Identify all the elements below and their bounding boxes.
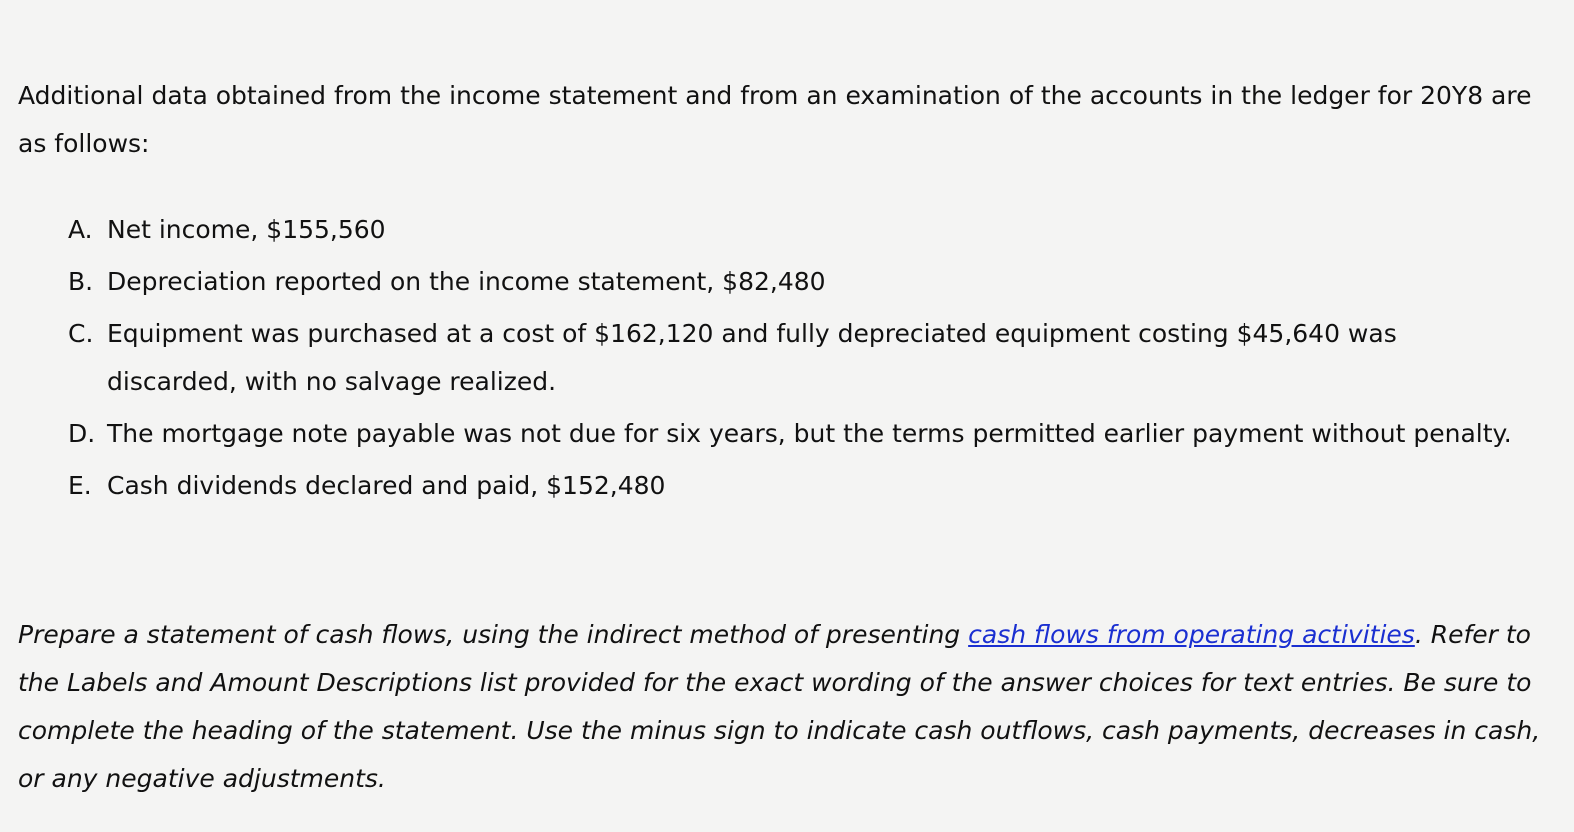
list-item (68, 258, 1528, 306)
list-item (68, 206, 1528, 254)
instruction-text-end: . Refer to the Labels and Amount Descriptions list provided for the exact wording of the answer choices for text entries. Be sure to complete the heading of the statement. Use the minus sign to indicate cash outflows, cash payments, decreases in cash, or any negative adjustments. (18, 620, 1541, 793)
list-item-text: The mortgage note payable was not due for six years, but the terms permitted earlier payment without penalty. (107, 419, 1512, 448)
instruction-paragraph (18, 611, 1554, 803)
list-marker: B. (68, 267, 94, 296)
list-item (68, 462, 1528, 510)
list-marker: D. (68, 419, 96, 448)
instruction-text-start: Prepare a statement of cash flows, using the indirect method of presenting (18, 620, 969, 649)
list-marker: C. (68, 319, 94, 348)
list-item-text: Depreciation reported on the income statement, $82,480 (107, 267, 826, 296)
list-item-text: Cash dividends declared and paid, $152,480 (107, 471, 666, 500)
operating-activities-link[interactable]: cash flows from operating activities (968, 620, 1415, 649)
list-item (68, 410, 1528, 458)
list-item-text: Equipment was purchased at a cost of $162,120 and fully depreciated equipment costing $45,640 was discarded, with no salvage realized. (107, 319, 1397, 396)
list-marker: E. (68, 471, 92, 500)
list-marker: A. (68, 215, 93, 244)
list-item-text: Net income, $155,560 (107, 215, 386, 244)
intro-paragraph: Additional data obtained from the income statement and from an examination of the accounts in the ledger for 20Y8 are as follows: (18, 81, 1532, 158)
list-item (68, 310, 1528, 406)
data-list (68, 206, 1528, 514)
